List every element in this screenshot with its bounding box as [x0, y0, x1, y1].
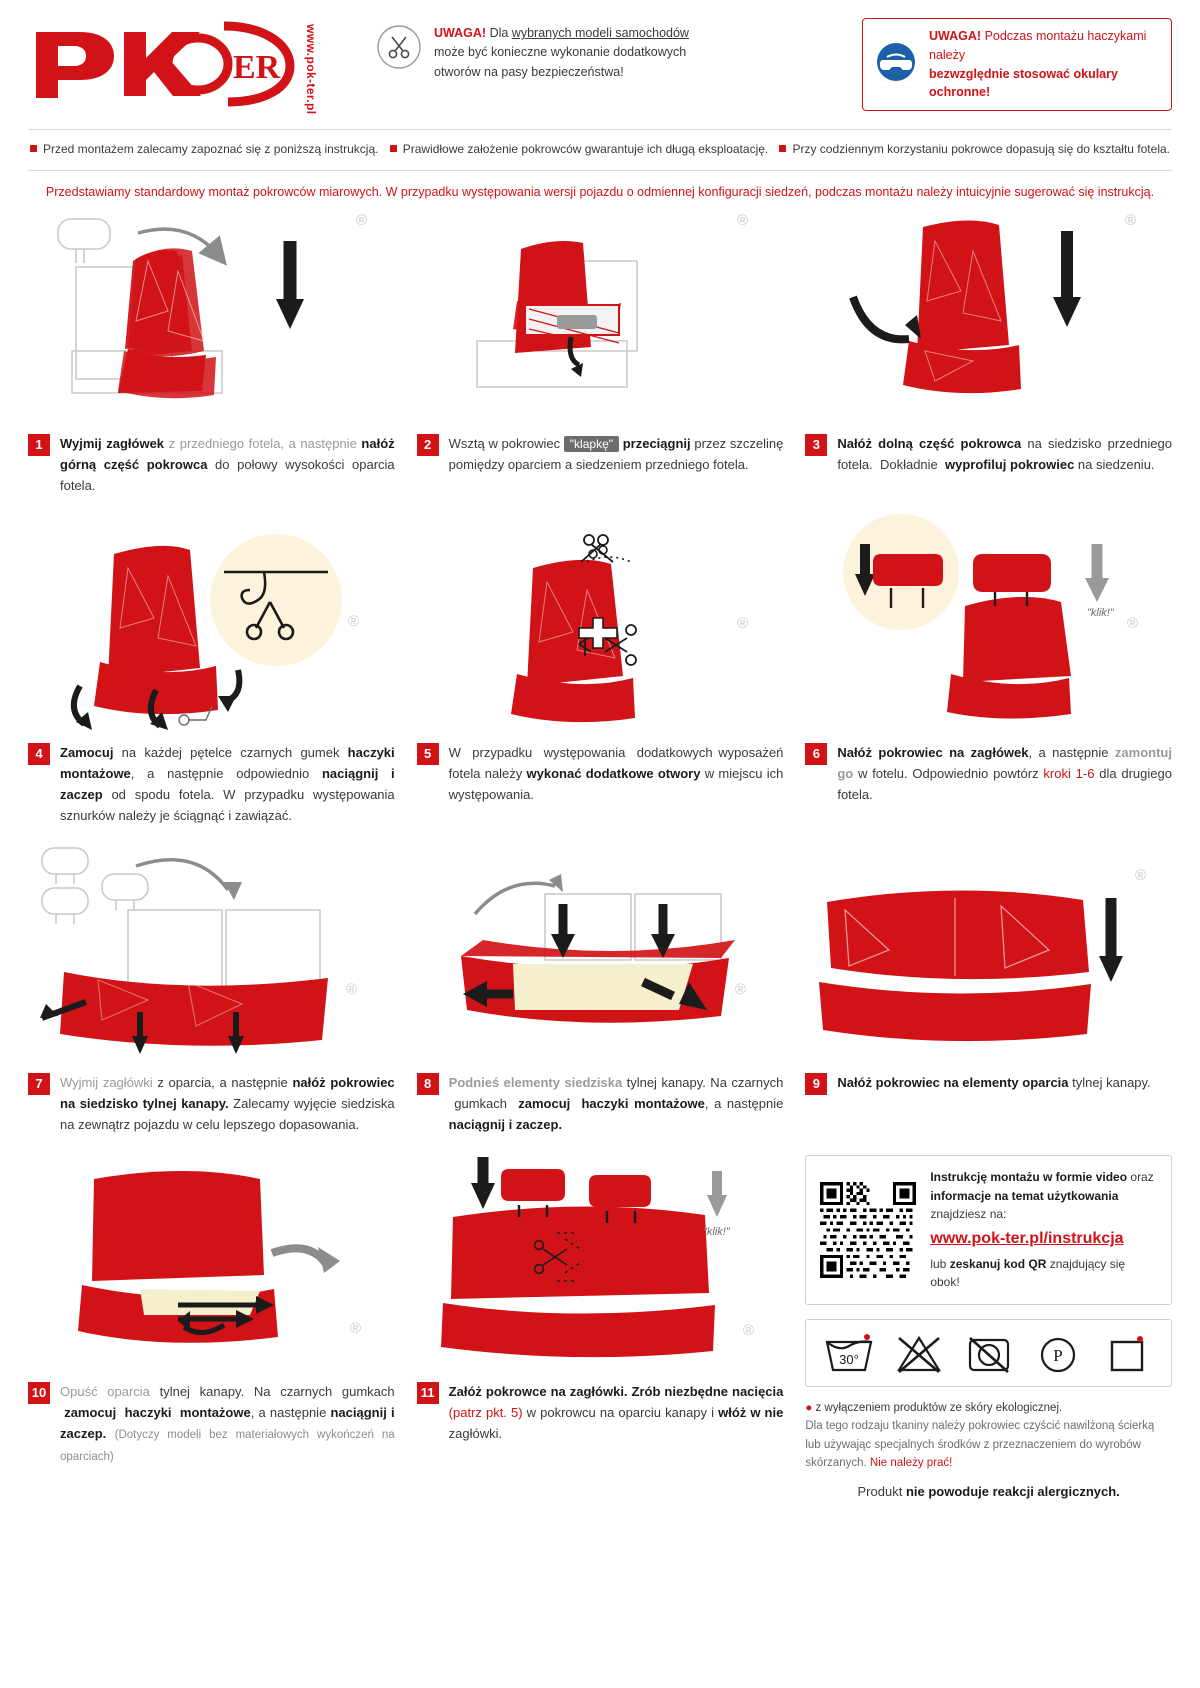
step-10	[28, 1379, 395, 1480]
info-line3-a: lub	[930, 1256, 947, 1271]
bullet-note-3-text: Przy codziennym korzystaniu pokrowce dopasują się do kształtu fotela.	[792, 141, 1170, 156]
info-line2-bold: informacje na temat użytkowania	[930, 1188, 1119, 1203]
svg-text:®: ®	[356, 211, 368, 229]
step-11	[417, 1379, 784, 1458]
bullet-notes	[28, 138, 1172, 162]
step-10-text: Opuść oparcia tylnej kanapy. Na czarnych gumkach zamocuj haczyki montażowe, a następnie naciągnij i zaczep. (Dotyczy modeli bez materiałowych wykończeń na oparciach)	[60, 1383, 395, 1463]
steps-grid	[28, 201, 1172, 1500]
footer-note-b: nie powoduje reakcji alergicznych.	[905, 1484, 1120, 1500]
step-2-number: 2	[417, 434, 439, 456]
warning-goggles-line2: bezwzględnie stosować okulary ochronne!	[929, 66, 1118, 100]
step-8-number: 8	[417, 1073, 439, 1095]
warning-seatbelt-text	[434, 24, 689, 82]
illustration-step-4	[28, 510, 395, 740]
no-tumble-dry-icon	[963, 1330, 1015, 1376]
step-4	[28, 740, 395, 840]
step-6	[805, 740, 1172, 819]
video-instruction-text	[930, 1168, 1157, 1292]
step-cell-1	[28, 201, 395, 510]
wash-30-icon	[823, 1330, 875, 1376]
step-4-number: 4	[28, 743, 50, 765]
illustration-step-1	[28, 201, 395, 431]
svg-text:®: ®	[346, 980, 358, 998]
step-5-number: 5	[417, 743, 439, 765]
info-line3-b: zeskanuj kod QR	[949, 1256, 1047, 1271]
step-1	[28, 431, 395, 510]
illustration-step-7	[28, 840, 395, 1070]
svg-text:"klik!": "klik!"	[702, 1225, 730, 1238]
illustration-step-11	[417, 1149, 784, 1379]
step-cell-3	[805, 201, 1172, 510]
step-7-number: 7	[28, 1073, 50, 1095]
no-bleach-icon	[893, 1330, 945, 1376]
warning-seatbelt-label: UWAGA!	[434, 26, 487, 40]
info-line1-rest: oraz	[1130, 1169, 1154, 1184]
illustration-step-10	[28, 1149, 395, 1379]
bullet-note-1	[30, 142, 378, 156]
info-column	[805, 1149, 1172, 1499]
illustration-step-5	[417, 510, 784, 740]
care-note-title: z wyłączeniem produktów ze skóry ekologicznej.	[815, 1401, 1063, 1414]
step-6-number: 6	[805, 743, 827, 765]
step-5-text: W przypadku występowania dodatkowych wyposażeń fotela należy wykonać dodatkowe otwory w miejscu ich występowania.	[448, 744, 784, 802]
step-6-text: Nałóż pokrowiec na zagłówek, a następnie zamontuj go w fotelu. Odpowiednio powtórz kroki 1-6 dla drugiego fotela.	[837, 744, 1172, 802]
step-5	[417, 740, 784, 819]
step-4-text: Zamocuj na każdej pętelce czarnych gumek haczyki montażowe, a następnie odpowiednio naciągnij i zaczep od spodu fotela. W przypadku występowania sznurków należy je ściągnąć i zawiązać.	[60, 744, 395, 823]
bullet-note-1-text: Przed montażem zalecamy zapoznać się z poniższą instrukcją.	[43, 141, 379, 156]
bullet-square-icon	[30, 145, 37, 152]
bullet-square-icon	[779, 145, 786, 152]
video-instruction-box	[805, 1155, 1172, 1305]
care-symbols	[805, 1319, 1172, 1387]
step-cell-5	[417, 510, 784, 840]
warning-goggles-text	[929, 27, 1159, 102]
svg-text:P: P	[1053, 1345, 1064, 1365]
care-note-l3: skórzanych.	[805, 1456, 867, 1469]
svg-text:®: ®	[736, 614, 748, 632]
care-note	[805, 1399, 1172, 1473]
svg-text:®: ®	[350, 1319, 362, 1337]
care-note-l2: lub używając specjalnych środków z przeznaczeniem do wyrobów	[805, 1438, 1141, 1451]
step-9	[805, 1070, 1172, 1109]
care-note-bullet: ●	[805, 1401, 813, 1414]
illustration-step-8	[417, 840, 784, 1070]
step-3-text: Nałóż dolną część pokrowca na siedzisko przedniego fotela. Dokładnie wyprofiluj pokrowiec na siedzeniu.	[837, 435, 1172, 472]
svg-text:®: ®	[742, 1321, 754, 1339]
step-7-text: Wyjmij zagłówki z oparcia, a następnie nałóż pokrowiec na siedzisko tylnej kanapy. Zalecamy wyjęcie siedziska na zewnątrz pojazdu w celu lepszego dopasowania.	[60, 1074, 395, 1132]
klik-label: "klik!"	[1087, 606, 1115, 619]
bullet-note-2	[390, 142, 769, 156]
warning-goggles-label: UWAGA!	[929, 29, 982, 43]
step-3	[805, 431, 1172, 489]
info-line2-rest: znajdziesz na:	[930, 1207, 1007, 1222]
care-note-red: Nie należy prać!	[869, 1456, 953, 1469]
bullet-note-3	[779, 142, 1170, 156]
info-line3-c: znajdujący się obok!	[930, 1256, 1126, 1290]
step-1-number: 1	[28, 434, 50, 456]
step-cell-2	[417, 201, 784, 510]
footer-note-a: Produkt	[857, 1484, 903, 1500]
page-header	[28, 0, 1172, 121]
step-cell-11	[417, 1149, 784, 1499]
svg-text:ER: ER	[233, 49, 281, 86]
divider-mid	[28, 170, 1172, 171]
illustration-step-9	[805, 840, 1172, 1070]
step-8	[417, 1070, 784, 1149]
illustration-step-6	[805, 510, 1172, 740]
step-cell-7	[28, 840, 395, 1149]
warning-goggles-line1: Podczas montażu haczykami należy	[929, 29, 1147, 62]
instruction-link[interactable]: www.pok-ter.pl/instrukcja	[930, 1229, 1124, 1247]
step-cell-9	[805, 840, 1172, 1149]
warning-seatbelt-line1: Dla wybranych modeli samochodów	[489, 26, 689, 40]
step-cell-4	[28, 510, 395, 840]
warning-seatbelt-holes	[376, 18, 706, 82]
illustration-step-3	[805, 201, 1172, 431]
warning-goggles-box	[862, 18, 1172, 111]
scissors-icon	[376, 24, 422, 75]
step-9-number: 9	[805, 1073, 827, 1095]
step-11-number: 11	[417, 1382, 439, 1404]
intro-text: Przedstawiamy standardowy montaż pokrowców miarowych. W przypadku występowania wersji pojazdu o odmiennej konfiguracji siedzeń, podczas montażu należy intuicyjnie sugerować się instrukcją.	[45, 184, 1155, 199]
step-10-number: 10	[28, 1382, 50, 1404]
step-2	[417, 431, 784, 489]
svg-text:®: ®	[1125, 211, 1137, 229]
safety-goggles-icon	[875, 41, 917, 88]
svg-text:®: ®	[1127, 614, 1139, 632]
hypoallergenic-note	[805, 1484, 1172, 1499]
svg-text:®: ®	[348, 612, 360, 630]
step-2-text: Wsztą w pokrowiec "klapkę" przeciągnij przez szczelinę pomiędzy oparciem a siedzeniem przedniego fotela.	[448, 435, 784, 472]
dry-clean-p-icon	[1032, 1330, 1084, 1376]
logo-mark	[28, 18, 298, 104]
step-cell-8	[417, 840, 784, 1149]
step-cell-6	[805, 510, 1172, 840]
bullet-square-icon	[390, 145, 397, 152]
brand-logo	[28, 18, 358, 115]
illustration-step-2	[417, 201, 784, 431]
divider-top	[28, 129, 1172, 130]
step-cell-10	[28, 1149, 395, 1499]
warning-seatbelt-line2: może być konieczne wykonanie dodatkowych	[434, 45, 687, 60]
step-9-text: Nałóż pokrowiec na elementy oparcia tylnej kanapy.	[837, 1074, 1151, 1090]
step-3-number: 3	[805, 434, 827, 456]
step-11-text: Załóż pokrowce na zagłówki. Zrób niezbędne nacięcia (patrz pkt. 5) w pokrowcu na oparciu kanapy i włóż w nie zagłówki.	[448, 1383, 784, 1442]
brand-url: www.pok-ter.pl	[304, 24, 318, 115]
step-1-text: Wyjmij zagłówek z przedniego fotela, a następnie nałóż górną część pokrowca do połowy wysokości oparcia fotela.	[60, 435, 395, 493]
info-line1-bold: Instrukcję montażu w formie video	[930, 1169, 1128, 1184]
warning-seatbelt-line3: otworów na pasy bezpieczeństwa!	[434, 64, 624, 79]
bullet-note-2-text: Prawidłowe założenie pokrowców gwarantuje ich długą eksploatację.	[402, 141, 769, 156]
svg-text:®: ®	[736, 211, 748, 229]
svg-text:®: ®	[1135, 866, 1147, 884]
svg-text:30°: 30°	[839, 1351, 860, 1367]
step-8-text: Podnieś elementy siedziska tylnej kanapy. Na czarnych gumkach zamocuj haczyki montażowe, a następnie naciągnij i zaczep.	[448, 1074, 784, 1132]
no-iron-square-icon	[1102, 1330, 1154, 1376]
qr-code[interactable]	[820, 1182, 916, 1278]
svg-text:®: ®	[734, 980, 746, 998]
care-note-l1: Dla tego rodzaju tkaniny należy pokrowiec czyścić nawilżoną ścierką	[805, 1420, 1155, 1433]
step-7	[28, 1070, 395, 1149]
